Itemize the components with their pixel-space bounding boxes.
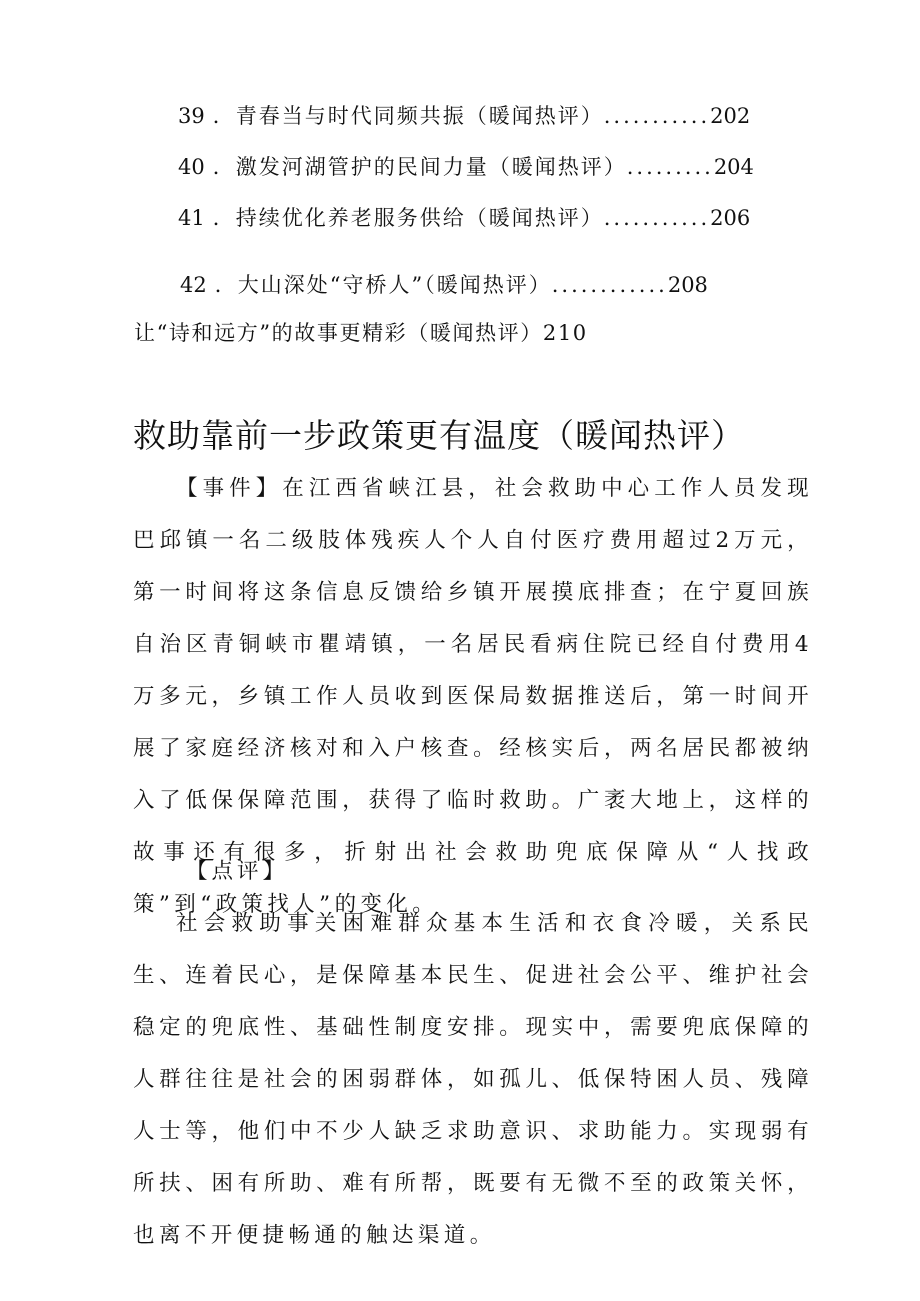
toc-leader-dots: ............ — [551, 273, 668, 297]
toc-entry[interactable] — [178, 101, 750, 131]
toc-entry-number: 40 — [178, 155, 205, 179]
toc-entry-page: 206 — [710, 206, 751, 230]
toc-entry-number: 39 — [178, 104, 205, 128]
toc-entry-title: ．持续优化养老服务供给（暖闻热评） — [212, 206, 604, 230]
toc-entry-title: ．青春当与时代同频共振（暖闻热评） — [212, 104, 604, 128]
comment-heading: 【点评】 — [186, 859, 289, 884]
toc-entry[interactable] — [178, 152, 754, 182]
article-title: 救助靠前一步政策更有温度（暖闻热评） — [133, 416, 745, 455]
toc-leader-dots: ........... — [603, 206, 711, 230]
comment-paragraph: 社会救助事关困难群众基本生活和衣食冷暖，关系民生、连着民心，是保障基本民生、促进社会公平、维护社会稳定的兜底性、基础性制度安排。现实中，需要兜底保障的人群往往是社会的困弱群体，如孤儿、低保特困人员、残障人士等，他们中不少人缺乏求助意识、求助能力。实现弱有所扶、困有所助、难有所帮，既要有无微不至的政策关怀，也离不开便捷畅通的触达渠道。 — [133, 911, 813, 1248]
toc-entry-number: 41 — [178, 206, 205, 230]
toc-entry-unnumbered[interactable]: 让“诗和远方”的故事更精彩（暖闻热评）210 — [134, 321, 588, 345]
toc-leader-dots: ........... — [603, 104, 711, 128]
toc-entry-page: 208 — [667, 273, 708, 297]
toc-entry[interactable] — [180, 270, 708, 300]
event-paragraph: 【事件】在江西省峡江县，社会救助中心工作人员发现巴邱镇一名二级肢体残疾人个人自付医疗费用超过2万元，第一时间将这条信息反馈给乡镇开展摸底排查；在宁夏回族自治区青铜峡市瞿靖镇，一名居民看病住院已经自付费用4万多元，乡镇工作人员收到医保局数据推送后，第一时间开展了家庭经济核对和入户核查。经核实后，两名居民都被纳入了低保保障范围，获得了临时救助。广袤大地上，这样的故事还有很多，折射出社会救助兜底保障从“人找政策”到“政策找人”的变化。 — [133, 476, 813, 917]
toc-entry[interactable] — [178, 203, 750, 233]
toc-entry-title: ．大山深处“守桥人”（暖闻热评） — [214, 273, 552, 297]
toc-entry-page: 204 — [713, 155, 754, 179]
toc-entry-number: 42 — [180, 273, 207, 297]
toc-entry-title: ．激发河湖管护的民间力量（暖闻热评） — [212, 155, 627, 179]
toc-entry-page: 202 — [710, 104, 751, 128]
toc-leader-dots: ......... — [626, 155, 714, 179]
